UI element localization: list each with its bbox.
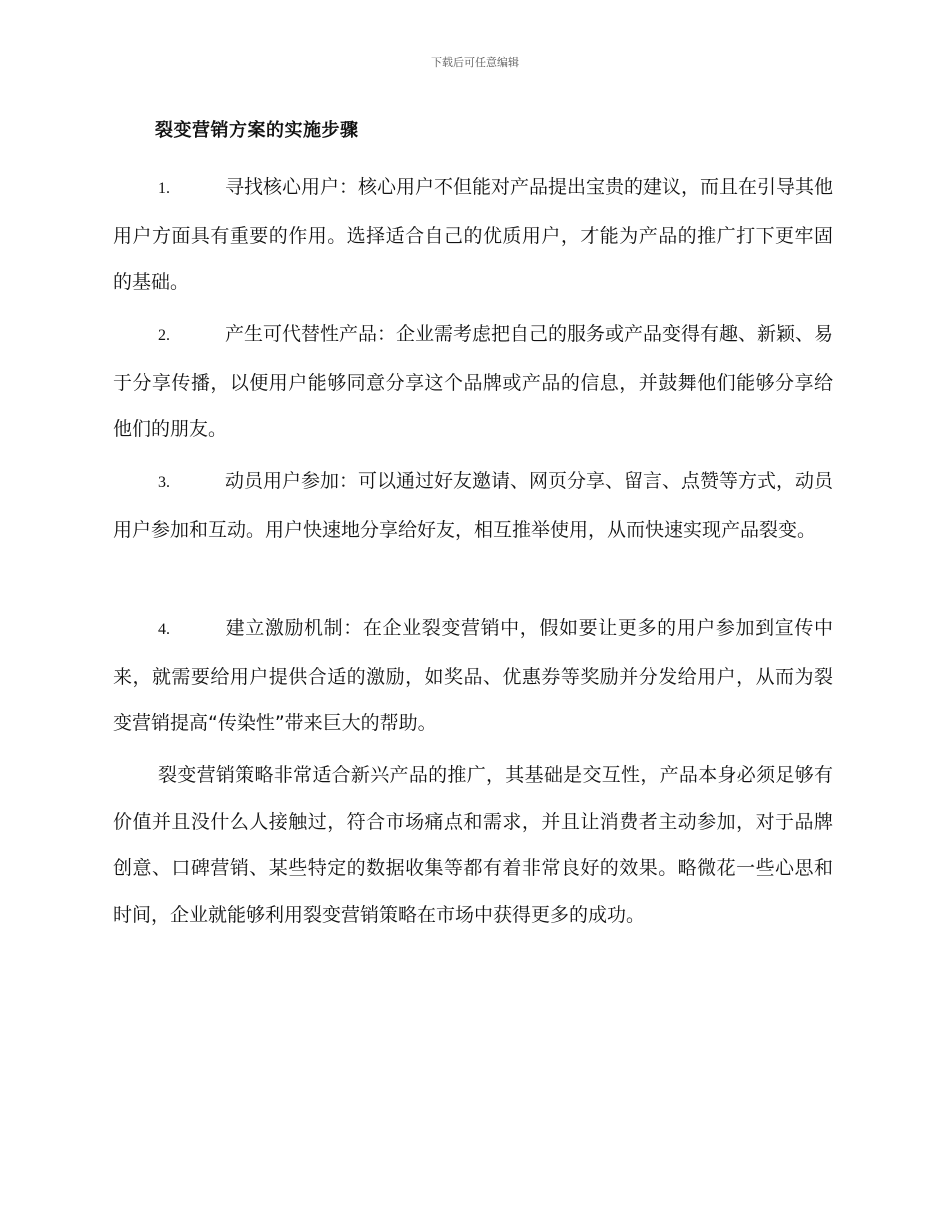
page-header: 下载后可任意编辑 [431, 56, 519, 69]
list-item-text: 建立激励机制：在企业裂变营销中，假如要让更多的用户参加到宣传中来，就需要给用户提供合适的激励，如奖品、优惠券等奖励并分发给用户，从而为裂变营销提高“传染性”带来巨大的帮助。 [113, 617, 833, 734]
list-item [113, 605, 833, 747]
list-item-number: 2. [158, 327, 170, 344]
list-item-number: 3. [158, 474, 170, 491]
list-item-number: 4. [158, 621, 170, 638]
document-title: 裂变营销方案的实施步骤 [155, 120, 359, 141]
list-item-text: 动员用户参加：可以通过好友邀请、网页分享、留言、点赞等方式，动员用户参加和互动。用户快速地分享给好友，相互推举使用，从而快速实现产品裂变。 [113, 470, 834, 541]
list-item [113, 458, 833, 553]
list-item-number: 1. [158, 180, 170, 197]
list-item [113, 311, 833, 453]
list-item-text: 寻找核心用户：核心用户不但能对产品提出宝贵的建议，而且在引导其他用户方面具有重要的作用。选择适合自己的优质用户，才能为产品的推广打下更牢固的基础。 [113, 176, 834, 293]
list-item-text: 产生可代替性产品：企业需考虑把自己的服务或产品变得有趣、新颖、易于分享传播，以便用户能够同意分享这个品牌或产品的信息，并鼓舞他们能够分享给他们的朋友。 [113, 323, 834, 440]
conclusion-paragraph: 裂变营销策略非常适合新兴产品的推广，其基础是交互性，产品本身必须足够有价值并且没什么人接触过，符合市场痛点和需求，并且让消费者主动参加，对于品牌创意、口碑营销、某些特定的数据收集等都有着非常良好的效果。略微花一些心思和时间，企业就能够利用裂变营销策略在市场中获得更多的成功。 [113, 764, 833, 926]
list-item [113, 164, 833, 306]
